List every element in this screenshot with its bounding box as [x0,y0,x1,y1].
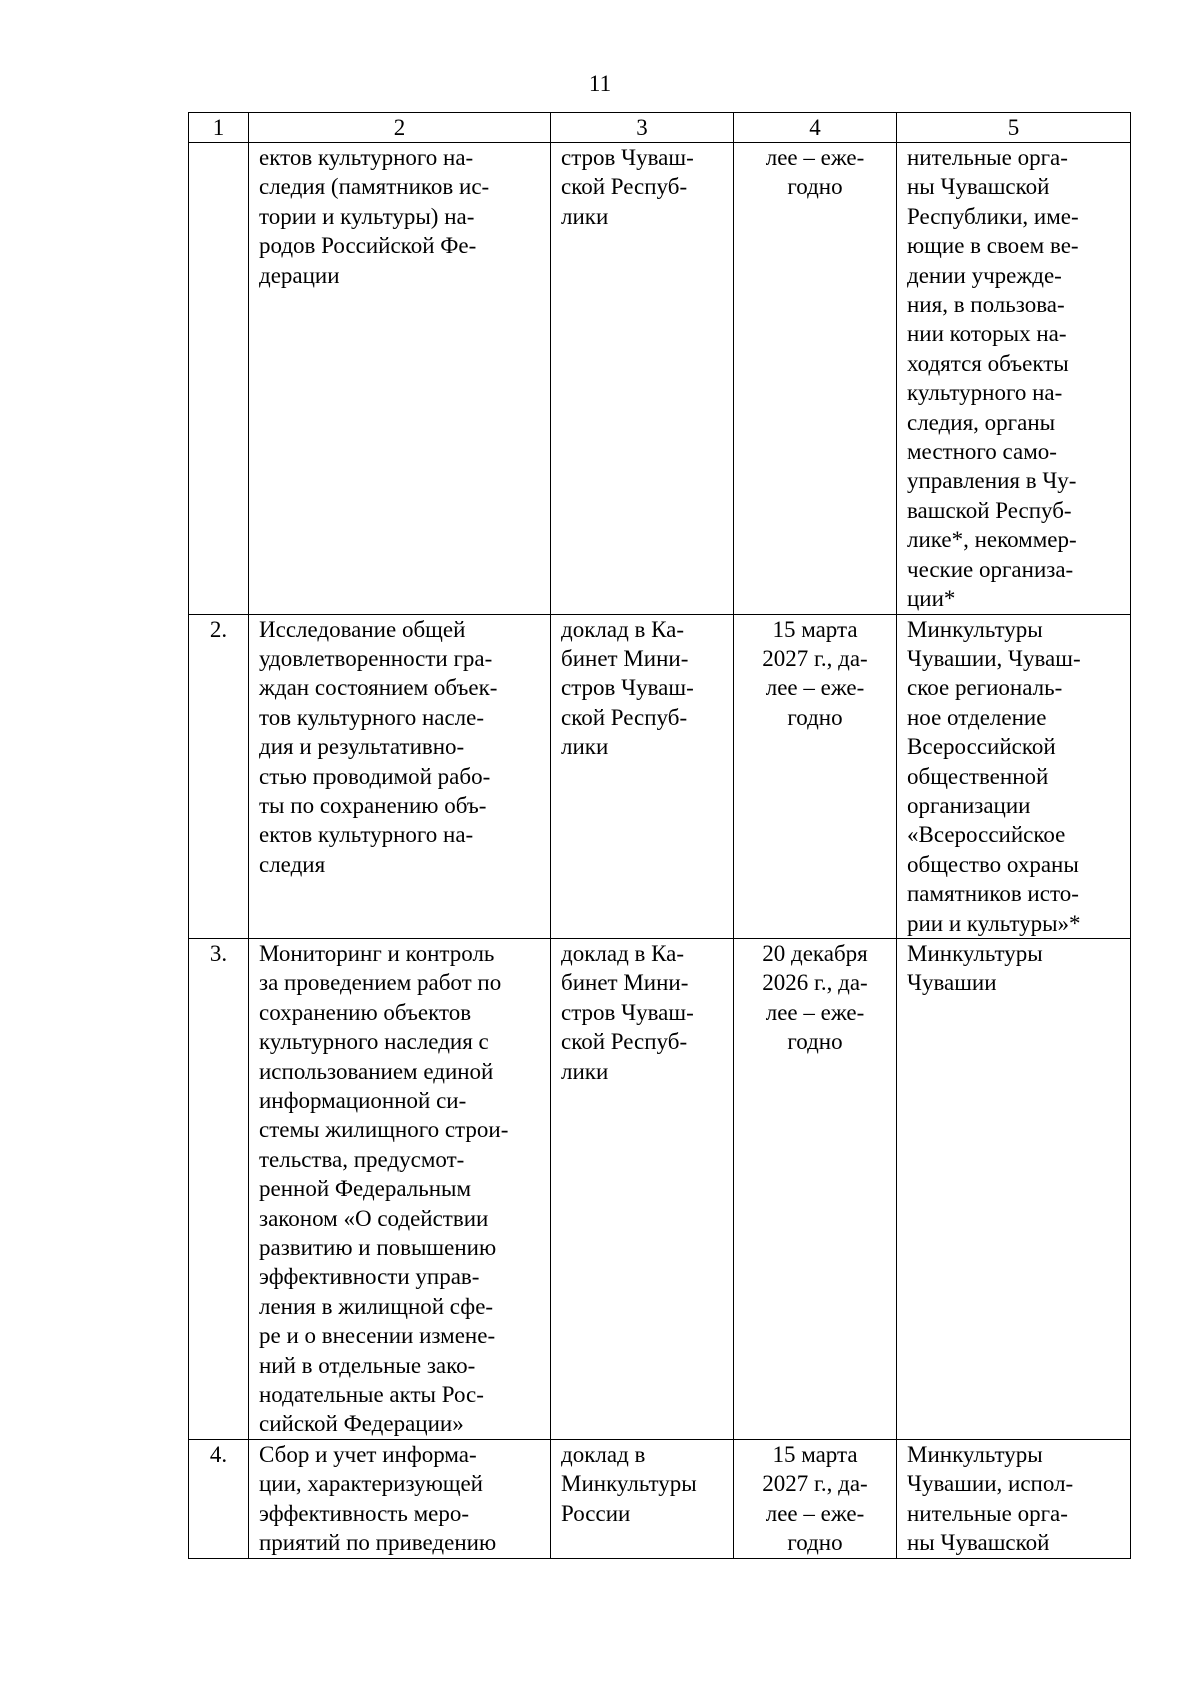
cell-text-line: ектов культурного на- [259,822,474,848]
cell-text-line: следия [259,851,326,877]
page-number: 11 [588,71,612,96]
cell-text-line: нодательные акты Рос- [259,1382,484,1408]
cell-text-line: Всероссийской [907,734,1056,760]
cell-text-line: тов культурного насле- [259,704,485,730]
cell-text-line: общественной [907,763,1049,789]
completion-form-cell [551,143,734,615]
cell-text-line: ны Чувашской [907,174,1050,200]
cell-text-line: культурного наследия с [259,1029,489,1055]
cell-text-line: ской Респуб- [561,704,688,730]
cell-text-line: ции, характеризующей [259,1471,483,1497]
cell-text-line: доклад в Ка- [561,940,685,966]
cell-text-line: местного само- [907,439,1057,465]
cell-text-line: дерации [259,262,340,288]
cell-text-line: ления в жилищной сфе- [259,1293,494,1319]
cell-text-line: бинет Мини- [561,645,689,671]
cell-text-line: сийской Федерации» [259,1411,464,1437]
cell-text-line: организации [907,792,1031,818]
cell-text-line: Чувашии, испол- [907,1471,1074,1497]
cell-text-line: лики [561,203,609,229]
row-number-cell [189,143,249,615]
table-row [189,614,1131,938]
cell-text-line: ской Респуб- [561,174,688,200]
cell-text-line: нительные орга- [907,145,1068,170]
cell-text-line: стью проводимой рабо- [259,763,491,789]
cell-text-line: доклад в Ка- [561,616,685,642]
cell-text-line: ждан состоянием объек- [259,675,498,701]
table-row [189,938,1131,1439]
cell-text-line: Минкультуры [907,940,1043,966]
cell-text-line: вашской Респуб- [907,497,1072,523]
cell-text-line: ны Чувашской [907,1530,1050,1556]
cell-text-line: годно [787,1530,843,1556]
measure-name-cell [249,614,551,938]
column-number-2: 2 [249,113,551,143]
cell-text-line: использованием единой [259,1058,494,1084]
cell-text-line: ты по сохранению объ- [259,792,487,818]
measures-table [188,112,1131,1559]
cell-text-line: лее – еже- [765,999,865,1025]
cell-text-line: 2027 г., да- [762,1471,868,1497]
completion-form-cell [551,1439,734,1558]
row-number-cell: 3. [189,938,249,1439]
cell-text-line: управления в Чу- [907,468,1077,494]
table-row [189,1439,1131,1558]
cell-text-line: удовлетворенности гра- [259,645,493,671]
cell-text-line: ское региональ- [907,675,1063,701]
cell-text-line: 15 марта [772,1441,858,1467]
cell-text-line: Чувашии [907,970,997,996]
responsible-cell [897,614,1131,938]
responsible-cell [897,143,1131,615]
cell-text-line: 2027 г., да- [762,645,868,671]
cell-text-line: дении учрежде- [907,262,1062,288]
cell-text-line: ектов культурного на- [259,145,474,170]
cell-text-line: 15 марта [772,616,858,642]
responsible-cell [897,938,1131,1439]
cell-text-line: лики [561,1058,609,1084]
cell-text-line: ренной Федеральным [259,1176,472,1202]
cell-text-line: стемы жилищного строи- [259,1117,509,1143]
cell-text-line: стров Чуваш- [561,999,694,1025]
cell-text-line: ния, в пользова- [907,292,1065,318]
cell-text-line: ющие в своем ве- [907,233,1079,259]
cell-text-line: бинет Мини- [561,970,689,996]
row-number-cell: 2. [189,614,249,938]
row-number-cell: 4. [189,1439,249,1558]
cell-text-line: годно [787,174,843,200]
cell-text-line: стров Чуваш- [561,145,694,170]
table-row [189,143,1131,615]
column-number-5: 5 [897,113,1131,143]
cell-text-line: доклад в [561,1441,646,1467]
cell-text-line: лики [561,734,609,760]
cell-text-line: памятников исто- [907,881,1079,907]
cell-text-line: законом «О содействии [259,1205,489,1231]
cell-text-line: 2026 г., да- [762,970,868,996]
column-number-1: 1 [189,113,249,143]
cell-text-line: нительные орга- [907,1500,1068,1526]
cell-text-line: Минкультуры [561,1471,697,1497]
cell-text-line: Чувашии, Чуваш- [907,645,1081,671]
cell-text-line: «Всероссийское [907,822,1066,848]
cell-text-line: Мониторинг и контроль [259,940,495,966]
cell-text-line: сохранению объектов [259,999,472,1025]
cell-text-line: культурного на- [907,380,1063,406]
cell-text-line: ской Респуб- [561,1029,688,1055]
cell-text-line: ний в отдельные зако- [259,1352,476,1378]
cell-text-line: Республики, име- [907,203,1079,229]
cell-text-line: России [561,1500,631,1526]
cell-text-line: эффективность меро- [259,1500,470,1526]
measure-name-cell [249,938,551,1439]
cell-text-line: ции* [907,586,956,612]
cell-text-line: лике*, некоммер- [907,527,1077,553]
completion-form-cell [551,938,734,1439]
cell-text-line: Исследование общей [259,616,466,642]
measure-name-cell [249,143,551,615]
measure-name-cell [249,1439,551,1558]
cell-text-line: дия и результативно- [259,734,465,760]
table-body [189,143,1131,1559]
cell-text-line: ное отделение [907,704,1047,730]
column-number-3: 3 [551,113,734,143]
cell-text-line: лее – еже- [765,675,865,701]
responsible-cell [897,1439,1131,1558]
cell-text-line: эффективности управ- [259,1264,480,1290]
cell-text-line: приятий по приведению [259,1530,497,1556]
deadline-cell [734,614,897,938]
cell-text-line: Сбор и учет информа- [259,1441,477,1467]
cell-text-line: Минкультуры [907,1441,1043,1467]
cell-text-line: следия, органы [907,409,1056,435]
cell-text-line: родов Российской Фе- [259,233,477,259]
cell-text-line: общество охраны [907,851,1079,877]
cell-text-line: ческие организа- [907,556,1074,582]
cell-text-line: лее – еже- [765,145,865,170]
cell-text-line: Минкультуры [907,616,1043,642]
cell-text-line: лее – еже- [765,1500,865,1526]
cell-text-line: развитию и повышению [259,1235,497,1261]
column-number-row [189,113,1131,143]
column-number-4: 4 [734,113,897,143]
deadline-cell [734,938,897,1439]
cell-text-line: ходятся объекты [907,350,1069,376]
cell-text-line: рии и культуры»* [907,910,1081,936]
cell-text-line: ре и о внесении измене- [259,1323,496,1349]
cell-text-line: годно [787,1029,843,1055]
cell-text-line: стров Чуваш- [561,675,694,701]
completion-form-cell [551,614,734,938]
cell-text-line: информационной си- [259,1088,467,1113]
deadline-cell [734,1439,897,1558]
cell-text-line: нии которых на- [907,321,1067,347]
deadline-cell [734,143,897,615]
cell-text-line: тории и культуры) на- [259,203,475,229]
cell-text-line: следия (памятников ис- [259,174,490,200]
cell-text-line: 20 декабря [762,940,868,966]
cell-text-line: годно [787,704,843,730]
cell-text-line: тельства, предусмот- [259,1146,465,1172]
cell-text-line: за проведением работ по [259,970,502,996]
